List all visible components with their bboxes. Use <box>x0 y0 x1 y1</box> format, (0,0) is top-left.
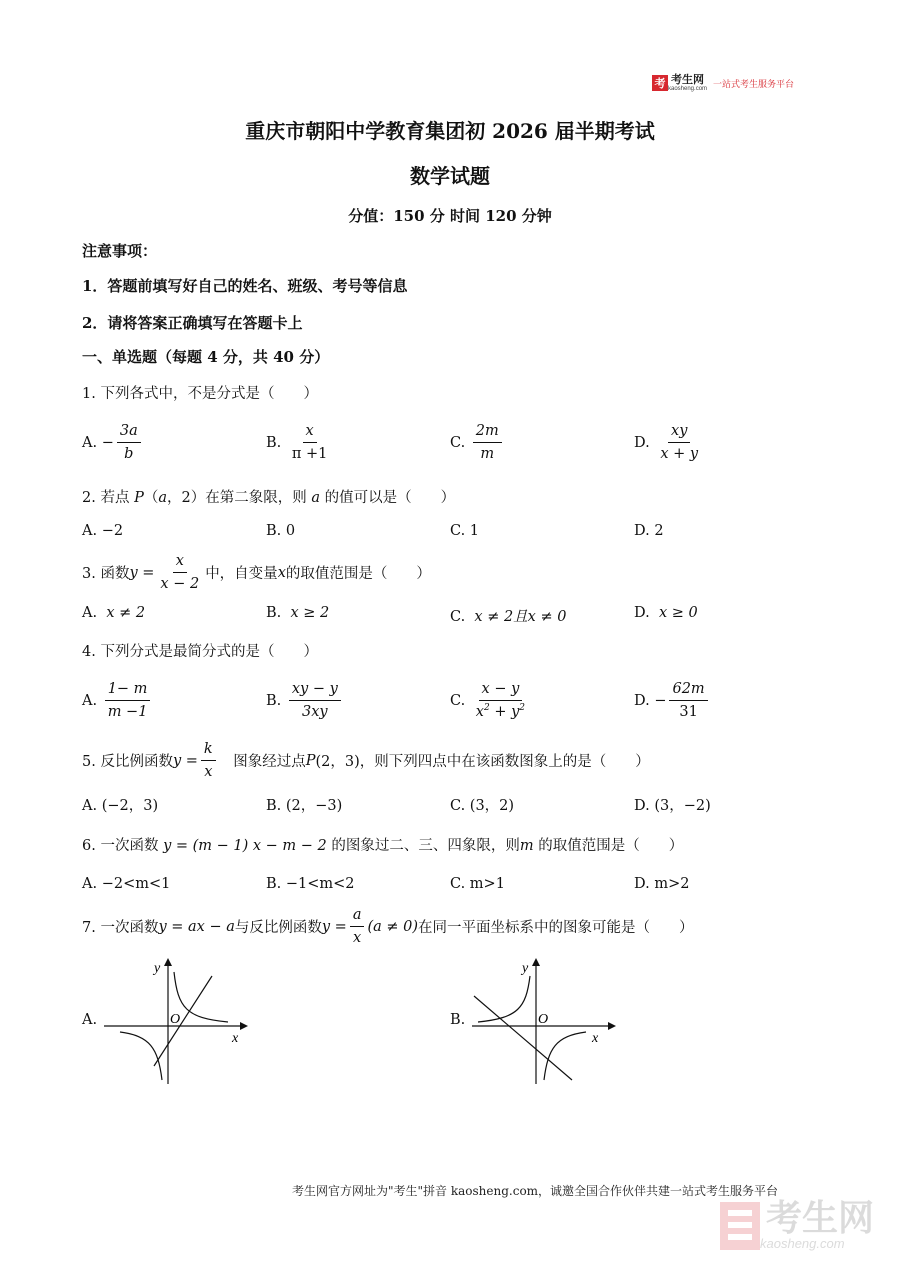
fraction <box>105 680 151 721</box>
question-5-option-a: A. (−2，3) <box>82 798 159 814</box>
text: 图象经过点 <box>218 754 306 771</box>
question-1-option-b <box>266 422 333 463</box>
var-a: a <box>311 490 320 506</box>
text: 中，自变量 <box>205 566 278 583</box>
option-label: B. <box>266 605 282 621</box>
option-label: B. <box>266 434 282 451</box>
fraction <box>669 680 707 721</box>
text: 5. 反比例函数 <box>82 754 173 771</box>
numerator: a <box>350 906 365 927</box>
var-x: x <box>277 564 286 581</box>
den-part: x <box>475 704 484 721</box>
logo-mark: 考 <box>654 78 666 90</box>
option-label: D. <box>634 605 650 621</box>
question-2-option-a: A. −2 <box>82 523 124 539</box>
text: 6. 一次函数 <box>82 838 164 854</box>
axis-x-label: x <box>592 1031 599 1046</box>
condition: (a ≠ 0) <box>367 918 419 935</box>
fraction <box>473 422 502 463</box>
question-6-option-a: A. −2<m<1 <box>82 876 171 892</box>
denominator: π +1 <box>291 446 328 463</box>
fraction <box>201 740 216 781</box>
question-4-option-d <box>634 680 711 721</box>
logo-slogan: 一站式考生服务平台 <box>713 78 795 89</box>
question-7-graph-a <box>100 956 250 1088</box>
y-axis-arrow-icon <box>164 958 172 966</box>
question-4-stem: 4. 下列分式是最简分式的是（ ） <box>82 644 318 660</box>
logo-mark-icon <box>652 75 668 91</box>
question-1-option-c <box>450 422 505 463</box>
option-label: D. <box>634 692 650 709</box>
lhs: y = <box>129 564 155 581</box>
question-7-graph-b <box>468 956 618 1088</box>
denominator: x − 2 <box>160 576 200 593</box>
question-1-stem: 1. 下列各式中，不是分式是（ ） <box>82 386 318 402</box>
question-3-option-a <box>82 605 145 621</box>
text: 的图象过二、三、四象限，则 <box>326 838 520 854</box>
text: 的取值范围是（ ） <box>533 838 684 854</box>
option-label: A. <box>82 605 98 621</box>
x-axis-arrow-icon <box>608 1022 616 1030</box>
exam-title: 重庆市朝阳中学教育集团初 2026 届半期考试 <box>245 119 655 143</box>
linear-line <box>474 996 572 1080</box>
exponent: 2 <box>483 703 490 714</box>
sign: − <box>101 434 114 451</box>
note-item-2: 2．请将答案正确填写在答题卡上 <box>82 314 303 332</box>
y-axis-arrow-icon <box>532 958 540 966</box>
question-6-stem <box>82 834 683 855</box>
fraction <box>657 422 701 463</box>
question-3-option-d <box>634 605 698 621</box>
numerator: 2m <box>473 422 502 443</box>
numerator: 1− m <box>105 680 151 701</box>
option-label: C. <box>450 609 466 625</box>
watermark-domain: kaosheng.com <box>760 1236 845 1251</box>
question-6-option-b: B. −1<m<2 <box>266 876 355 892</box>
section-heading: 一、单选题（每题 4 分，共 40 分） <box>82 348 330 366</box>
option-label: D. <box>634 434 650 451</box>
exam-subtitle: 数学试题 <box>410 164 490 188</box>
question-4-option-a <box>82 680 153 721</box>
question-2-option-c: C. 1 <box>450 523 480 539</box>
question-5-option-b: B. (2，−3) <box>266 798 343 814</box>
fraction <box>350 906 365 947</box>
option-label: A. <box>82 434 98 451</box>
text: 与反比例函数 <box>234 920 322 937</box>
question-4-option-c <box>450 680 531 721</box>
option-label: C. <box>450 692 466 709</box>
text: 7. 一次函数 <box>82 920 159 937</box>
watermark-name: 考生网 <box>766 1197 875 1238</box>
question-4-option-b <box>266 680 344 721</box>
denominator: x <box>204 764 213 781</box>
option-label: A. <box>82 692 98 709</box>
text: 2. 若点 <box>82 490 135 506</box>
text: 的值可以是（ ） <box>319 490 456 506</box>
axis-y-label: y <box>154 961 161 976</box>
fraction <box>473 680 528 721</box>
watermark-logo-icon <box>720 1202 760 1250</box>
denominator: b <box>124 446 134 463</box>
denominator: x + y <box>660 446 699 463</box>
denominator: 3xy <box>302 704 328 721</box>
x-axis-arrow-icon <box>240 1022 248 1030</box>
sign: − <box>654 692 667 709</box>
notes-heading: 注意事项： <box>82 242 158 260</box>
watermark <box>720 1197 875 1251</box>
text: （ <box>143 490 159 506</box>
expression: y = (m − 1) x − m − 2 <box>163 838 327 854</box>
option-text: x ≠ 2 <box>106 605 146 621</box>
var-p: P <box>305 752 316 769</box>
question-3-option-b <box>266 605 329 621</box>
hyperbola-q2 <box>478 976 530 1022</box>
logo-domain: kaosheng.com <box>668 85 708 92</box>
text: 3. 函数 <box>82 566 130 583</box>
origin-label: O <box>170 1012 181 1027</box>
question-6-option-d: D. m>2 <box>634 876 690 892</box>
question-5-option-d: D. (3，−2) <box>634 798 711 814</box>
question-2-option-d: D. 2 <box>634 523 664 539</box>
question-2-stem <box>82 486 455 507</box>
denominator <box>473 701 528 721</box>
lhs: y = <box>172 752 198 769</box>
note-item-1: 1．答题前填写好自己的姓名、班级、考号等信息 <box>82 277 408 295</box>
fraction <box>157 552 202 593</box>
question-6-option-c: C. m>1 <box>450 876 505 892</box>
hyperbola-q1 <box>174 972 228 1022</box>
denominator: m <box>480 446 495 463</box>
option-text: x ≥ 0 <box>658 605 698 621</box>
question-5-stem <box>82 740 650 781</box>
text: 在同一平面坐标系中的图象可能是（ ） <box>418 920 694 937</box>
question-5-option-c: C. (3，2) <box>450 798 515 814</box>
text: (2，3)，则下列四点中在该函数图象上的是（ ） <box>315 754 650 771</box>
option-label: B. <box>266 692 282 709</box>
hyperbola-q4 <box>544 1032 586 1080</box>
denominator: 31 <box>679 704 698 721</box>
var-a: a <box>158 490 167 506</box>
text: 的取值范围是（ ） <box>285 566 431 583</box>
logo-name: 考生网 <box>671 73 704 86</box>
footer-text: 考生网官方网址为"考生"拼音 kaosheng.com，诚邀全国合作伙伴共建一站式考生服务平台 <box>292 1184 779 1198</box>
option-label: C. <box>450 434 466 451</box>
fraction <box>117 422 141 463</box>
hyperbola-q3 <box>120 1032 162 1080</box>
question-7-stem <box>82 906 694 947</box>
question-7-option-a-label: A. <box>82 1012 98 1028</box>
brand-logo <box>652 74 794 92</box>
fraction <box>289 680 341 721</box>
score-time: 分值：150 分 时间 120 分钟 <box>348 207 552 225</box>
option-text: x ≥ 2 <box>290 605 330 621</box>
denominator: x <box>353 930 362 947</box>
fraction <box>289 422 331 463</box>
numerator: xy <box>668 422 690 443</box>
den-part: + y <box>489 704 520 721</box>
logo-name-group <box>668 75 707 92</box>
linear-line <box>154 976 212 1066</box>
numerator: x <box>173 552 187 573</box>
question-2-option-b: B. 0 <box>266 523 296 539</box>
option-text: x ≠ 2且x ≠ 0 <box>474 609 567 625</box>
lhs: y = <box>321 918 347 935</box>
watermark-text-group <box>760 1197 875 1251</box>
var-p: P <box>134 490 144 506</box>
question-1-option-a <box>82 422 144 463</box>
var-m: m <box>519 838 534 854</box>
numerator: k <box>201 740 216 761</box>
denominator: m −1 <box>107 704 148 721</box>
numerator: 62m <box>669 680 707 701</box>
exponent: 2 <box>519 703 526 714</box>
numerator: 3a <box>117 422 141 443</box>
text: ，2）在第二象限，则 <box>166 490 312 506</box>
question-1-option-d <box>634 422 704 463</box>
origin-label: O <box>538 1012 549 1027</box>
numerator: x − y <box>479 680 523 701</box>
axis-y-label: y <box>522 961 529 976</box>
numerator: xy − y <box>289 680 341 701</box>
axis-x-label: x <box>232 1031 239 1046</box>
expression: y = ax − a <box>158 918 235 935</box>
question-3-stem <box>82 552 431 593</box>
question-7-option-b-label: B. <box>450 1012 466 1028</box>
question-3-option-c <box>450 605 566 626</box>
numerator: x <box>303 422 317 443</box>
